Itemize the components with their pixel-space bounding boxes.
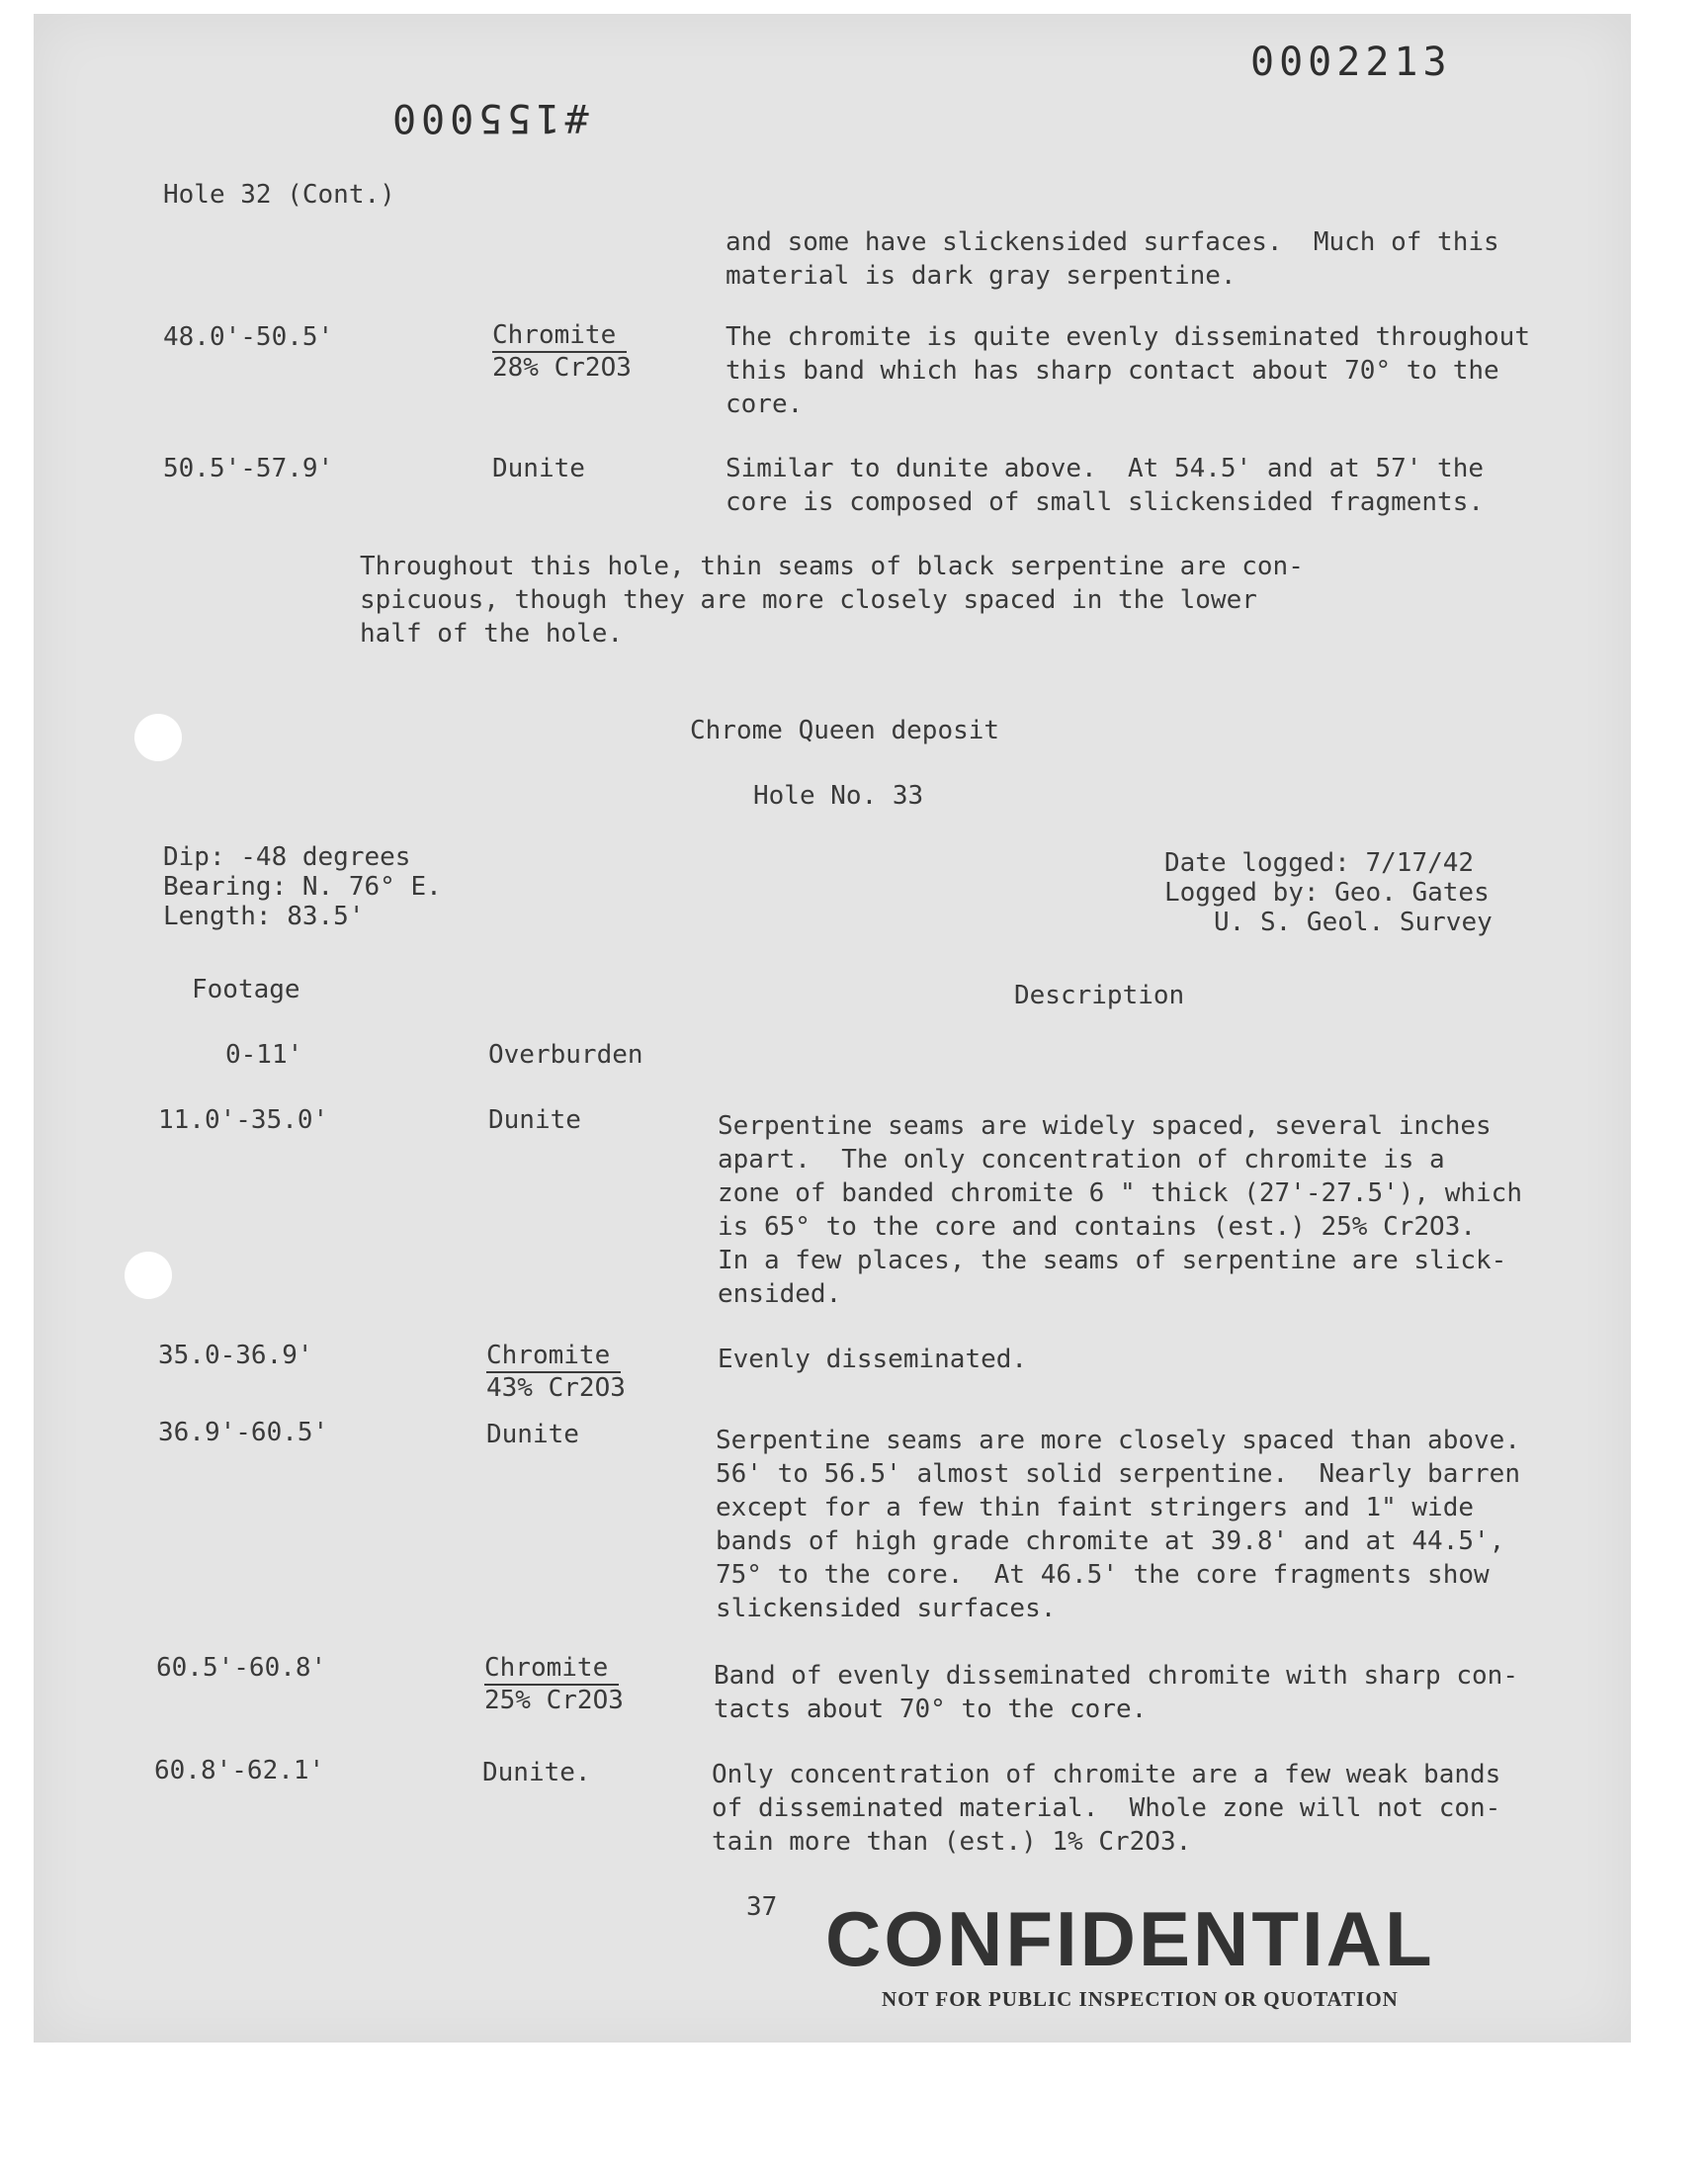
hole-note	[360, 550, 1304, 651]
rock-type: Chromite	[486, 1341, 621, 1373]
text-line: apart. The only concentration of chromite is a	[718, 1145, 1445, 1174]
description-cell	[718, 1343, 1027, 1376]
footage-cell: 35.0-36.9'	[158, 1341, 313, 1370]
length-value: Length: 83.5'	[163, 902, 365, 931]
text-line: core.	[726, 390, 804, 419]
rock-grade-cell	[484, 1653, 624, 1715]
rock-type: Dunite	[486, 1420, 579, 1449]
rock-type: Chromite	[492, 320, 627, 353]
footage-cell: 11.0'-35.0'	[158, 1105, 329, 1135]
rock-type: Chromite	[484, 1653, 619, 1686]
date-logged: Date logged: 7/17/42	[1164, 848, 1475, 878]
text-line: is 65° to the core and contains (est.) 25% Cr2O3.	[718, 1212, 1477, 1242]
text-line: slickensided surfaces.	[716, 1594, 1057, 1623]
description-cell	[726, 320, 1530, 421]
text-line: material is dark gray serpentine.	[726, 261, 1237, 291]
text-line: ensided.	[718, 1279, 842, 1309]
text-line: The chromite is quite evenly disseminated throughout	[726, 322, 1530, 352]
text-line: and some have slickensided surfaces. Much of this	[726, 227, 1499, 257]
stamp-number: #155000	[387, 95, 589, 140]
description-cell	[726, 452, 1484, 519]
text-line: this band which has sharp contact about 70° to the	[726, 356, 1499, 386]
punch-hole-lower	[125, 1252, 172, 1299]
grade-value: 43% Cr2O3	[486, 1373, 626, 1403]
hole-number: Hole No. 33	[753, 781, 924, 811]
deposit-title: Chrome Queen deposit	[690, 716, 1000, 745]
rock-type: Dunite	[488, 1105, 581, 1135]
confidential-notice: NOT FOR PUBLIC INSPECTION OR QUOTATION	[882, 1987, 1399, 2011]
hole-specs	[163, 842, 442, 931]
text-line: 75° to the core. At 46.5' the core fragments show	[716, 1560, 1490, 1590]
page-number: 37	[746, 1892, 778, 1922]
text-line: tain more than (est.) 1% Cr2O3.	[712, 1827, 1192, 1857]
text-line: spicuous, though they are more closely spaced in the lower	[360, 585, 1257, 615]
continuation-intro	[726, 225, 1499, 293]
document-number: 0002213	[1250, 40, 1452, 85]
column-header-description: Description	[1014, 981, 1185, 1010]
text-line: Only concentration of chromite are a few weak bands	[712, 1760, 1501, 1789]
bearing-value: Bearing: N. 76° E.	[163, 872, 442, 902]
text-line: In a few places, the seams of serpentine are slick-	[718, 1246, 1507, 1275]
text-line: of disseminated material. Whole zone will not con-	[712, 1793, 1501, 1823]
rock-grade-cell	[492, 320, 632, 383]
text-line: Throughout this hole, thin seams of black serpentine are con-	[360, 552, 1304, 581]
description-cell	[718, 1109, 1522, 1311]
footage-cell: 50.5'-57.9'	[163, 454, 334, 483]
text-line: 56' to 56.5' almost solid serpentine. Nearly barren	[716, 1459, 1520, 1489]
text-line: tacts about 70° to the core.	[714, 1695, 1148, 1724]
text-line: Serpentine seams are more closely spaced than above.	[716, 1426, 1520, 1455]
rock-type: Overburden	[488, 1040, 643, 1070]
text-line: bands of high grade chromite at 39.8' and at 44.5',	[716, 1526, 1505, 1556]
text-line: except for a few thin faint stringers and 1" wide	[716, 1493, 1475, 1522]
confidential-stamp: CONFIDENTIAL	[825, 1895, 1435, 1982]
continuation-title: Hole 32 (Cont.)	[163, 180, 395, 210]
footage-cell: 60.8'-62.1'	[154, 1756, 325, 1785]
footage-cell: 60.5'-60.8'	[156, 1653, 327, 1683]
log-info	[1164, 848, 1493, 937]
footage-cell: 48.0'-50.5'	[163, 322, 334, 352]
footage-cell: 0-11'	[225, 1040, 303, 1070]
text-line: half of the hole.	[360, 619, 624, 649]
text-line: Evenly disseminated.	[718, 1345, 1028, 1374]
footage-cell: 36.9'-60.5'	[158, 1418, 329, 1447]
text-line: core is composed of small slickensided fragments.	[726, 487, 1485, 517]
text-line: Band of evenly disseminated chromite with sharp con-	[714, 1661, 1518, 1691]
description-cell	[712, 1758, 1500, 1859]
column-header-footage: Footage	[192, 975, 300, 1004]
agency: U. S. Geol. Survey	[1214, 908, 1493, 937]
dip-value: Dip: -48 degrees	[163, 842, 411, 872]
description-cell	[716, 1424, 1520, 1625]
rock-type: Dunite.	[482, 1758, 591, 1787]
rock-grade-cell	[486, 1341, 626, 1403]
text-line: Similar to dunite above. At 54.5' and at 57' the	[726, 454, 1485, 483]
grade-value: 25% Cr2O3	[484, 1686, 624, 1715]
punch-hole-upper	[134, 714, 182, 761]
grade-value: 28% Cr2O3	[492, 353, 632, 383]
description-cell	[714, 1659, 1518, 1726]
text-line: zone of banded chromite 6 " thick (27'-27.5'), which	[718, 1178, 1522, 1208]
text-line: Serpentine seams are widely spaced, several inches	[718, 1111, 1492, 1141]
document-page	[34, 14, 1631, 2043]
rock-type: Dunite	[492, 454, 585, 483]
logged-by: Logged by: Geo. Gates	[1164, 878, 1490, 908]
